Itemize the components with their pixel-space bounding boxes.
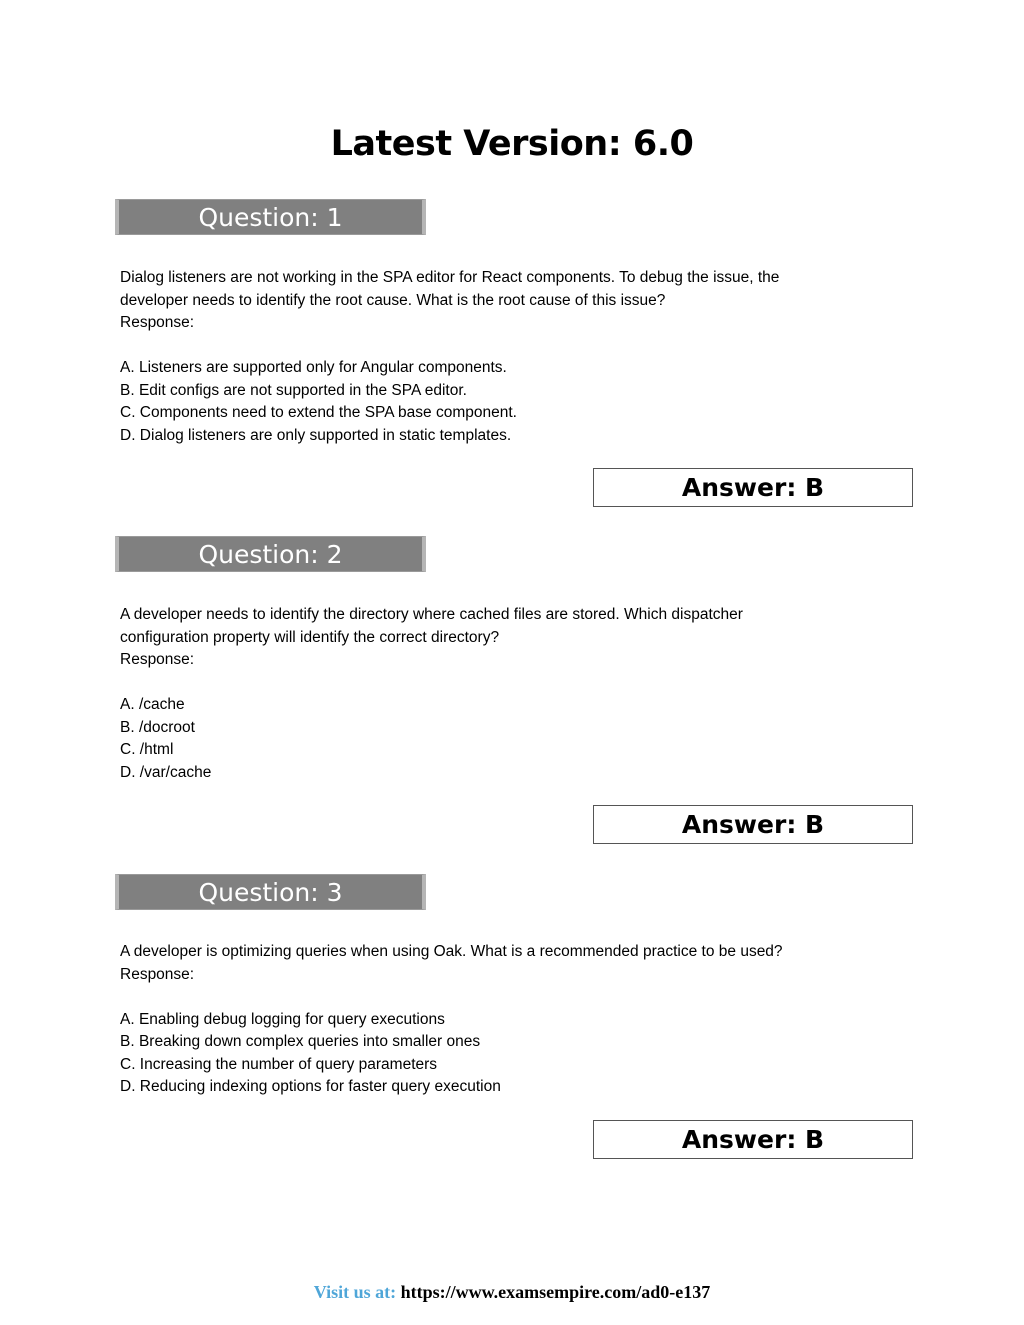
footer-label: Visit us at: [313, 1282, 397, 1302]
question-2-header [115, 536, 426, 572]
question-3-header-label: Question: 3 [198, 878, 343, 907]
question-2-text-line-2: configuration property will identify the correct directory? [120, 628, 500, 646]
question-3-text-line-1: A developer is optimizing queries when using Oak. What is a recommended practice to be used? [120, 943, 783, 960]
question-2-body [120, 604, 860, 784]
question-1-header-label: Question: 1 [198, 203, 343, 232]
question-1-text-line-1: Dialog listeners are not working in the SPA editor for React components. To debug the issue, the [120, 269, 780, 286]
question-2-text-line-1: A developer needs to identify the directory where cached files are stored. Which dispatcher [120, 606, 743, 623]
question-2-response-label: Response: [120, 651, 195, 668]
question-3-body [120, 941, 860, 1099]
question-2-option-c: C. /html [120, 741, 174, 758]
question-1-text-line-2: developer needs to identify the root cause. What is the root cause of this issue? [120, 291, 666, 309]
footer [0, 1282, 1024, 1303]
question-2-header-label: Question: 2 [198, 540, 343, 569]
question-3-response-label: Response: [120, 965, 195, 983]
question-1-body [120, 267, 860, 447]
question-1-option-c: C. Components need to extend the SPA base component. [120, 404, 517, 421]
question-1-response-label: Response: [120, 314, 195, 331]
question-2-option-d: D. /var/cache [120, 763, 212, 781]
question-2-option-b: B. /docroot [120, 718, 195, 736]
question-3-header [115, 874, 426, 910]
question-3-answer-box: Answer: B [593, 1120, 913, 1159]
question-1-options [120, 357, 860, 447]
question-1-answer-box: Answer: B [593, 468, 913, 507]
question-3-option-d: D. Reducing indexing options for faster query execution [120, 1078, 501, 1095]
question-1-option-b: B. Edit configs are not supported in the SPA editor. [120, 381, 467, 399]
question-1-option-a: A. Listeners are supported only for Angular components. [120, 359, 507, 376]
question-3-option-c: C. Increasing the number of query parameters [120, 1055, 438, 1073]
question-3-option-a: A. Enabling debug logging for query executions [120, 1010, 445, 1028]
question-1-option-d: D. Dialog listeners are only supported in static templates. [120, 426, 512, 444]
page-title: Latest Version: 6.0 [330, 124, 694, 164]
footer-url-link[interactable]: https://www.examsempire.com/ad0-e137 [400, 1282, 711, 1302]
question-1-header [115, 199, 426, 235]
question-2-answer-box: Answer: B [593, 805, 913, 844]
question-2-option-a: A. /cache [120, 696, 185, 713]
question-2-options [120, 694, 860, 784]
question-3-option-b: B. Breaking down complex queries into smaller ones [120, 1033, 481, 1050]
question-3-options [120, 1009, 860, 1099]
